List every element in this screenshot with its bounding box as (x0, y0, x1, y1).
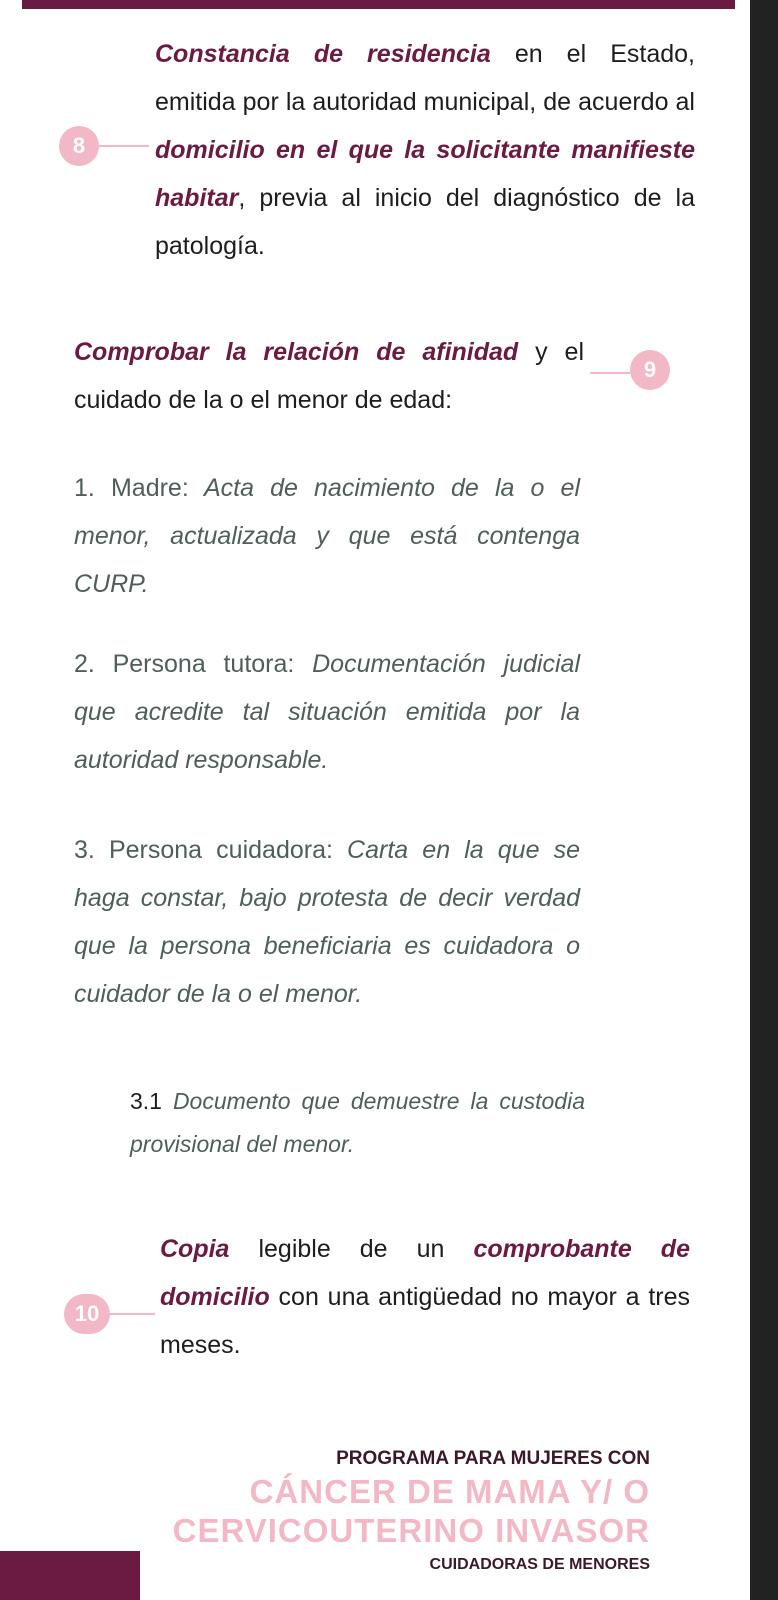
item-8-connector (99, 145, 149, 147)
item-9-text (74, 328, 584, 424)
item-9-text-1: y el cuidado de la o el menor de edad: (74, 338, 585, 414)
item-9-sub-1-label: 1. Madre: (74, 474, 189, 502)
item-10-bold-2: comprobante de domicilio (160, 1235, 690, 1311)
item-9-bold-1: Comprobar la relación de afinidad (74, 338, 519, 366)
item-8-badge (59, 126, 99, 166)
item-9-badge (630, 350, 670, 390)
item-9-sub-2-text: Documentación judicial que acredite tal situación emitida por la autoridad responsable. (74, 650, 581, 774)
top-accent-bar (22, 0, 735, 9)
item-10-number: 10 (74, 1301, 100, 1326)
item-8-text (155, 30, 695, 270)
item-9-sub-1-text: Acta de nacimiento de la o el menor, actualizada y que está contenga CURP. (74, 474, 580, 598)
footer-title-line-1: CÁNCER DE MAMA Y/ O (249, 1473, 650, 1510)
footer-subtitle: CUIDADORAS DE MENORES (429, 1556, 650, 1573)
item-8-text-2: , previa al inicio del diagnóstico de la patología. (155, 184, 695, 260)
item-10-connector (110, 1313, 155, 1315)
item-8-bold-1: Constancia de residencia (155, 40, 491, 68)
footer-program-line: PROGRAMA PARA MUJERES CON (336, 1448, 650, 1469)
item-9-sub-3-1 (130, 1080, 585, 1166)
item-9-sub-1 (74, 464, 580, 608)
item-9-sub-3 (74, 826, 580, 1018)
item-8-bold-2: domicilio en el que la solicitante manifieste habitar (155, 136, 695, 212)
item-10-text-2: con una antigüedad no mayor a tres meses. (160, 1283, 690, 1359)
item-10-bold-1: Copia (160, 1235, 230, 1263)
item-9-number: 9 (643, 357, 657, 382)
item-8-number: 8 (72, 133, 86, 158)
item-9-sub-3-1-label: 3.1 (130, 1088, 162, 1114)
footer-title-line-2: CERVICOUTERINO INVASOR (172, 1512, 650, 1549)
item-10-text-1: legible de un (229, 1235, 474, 1263)
item-9-sub-2-label: 2. Persona tutora: (74, 650, 295, 678)
item-9-connector (590, 372, 630, 374)
item-9-sub-3-1-text: Documento que demuestre la custodia provisional del menor. (130, 1088, 585, 1157)
right-edge-strip (750, 0, 778, 1600)
item-9-sub-3-label: 3. Persona cuidadora: (74, 836, 333, 864)
bottom-accent-bar (0, 1551, 140, 1600)
item-10-text (160, 1225, 690, 1369)
item-8-text-1: en el Estado, emitida por la autoridad municipal, de acuerdo al (155, 40, 695, 116)
item-9-sub-3-text: Carta en la que se haga constar, bajo protesta de decir verdad que la persona beneficiaria es cuidadora o cuidador de la o el menor. (74, 836, 580, 1008)
item-9-sub-2 (74, 640, 580, 784)
item-10-badge (64, 1294, 110, 1334)
